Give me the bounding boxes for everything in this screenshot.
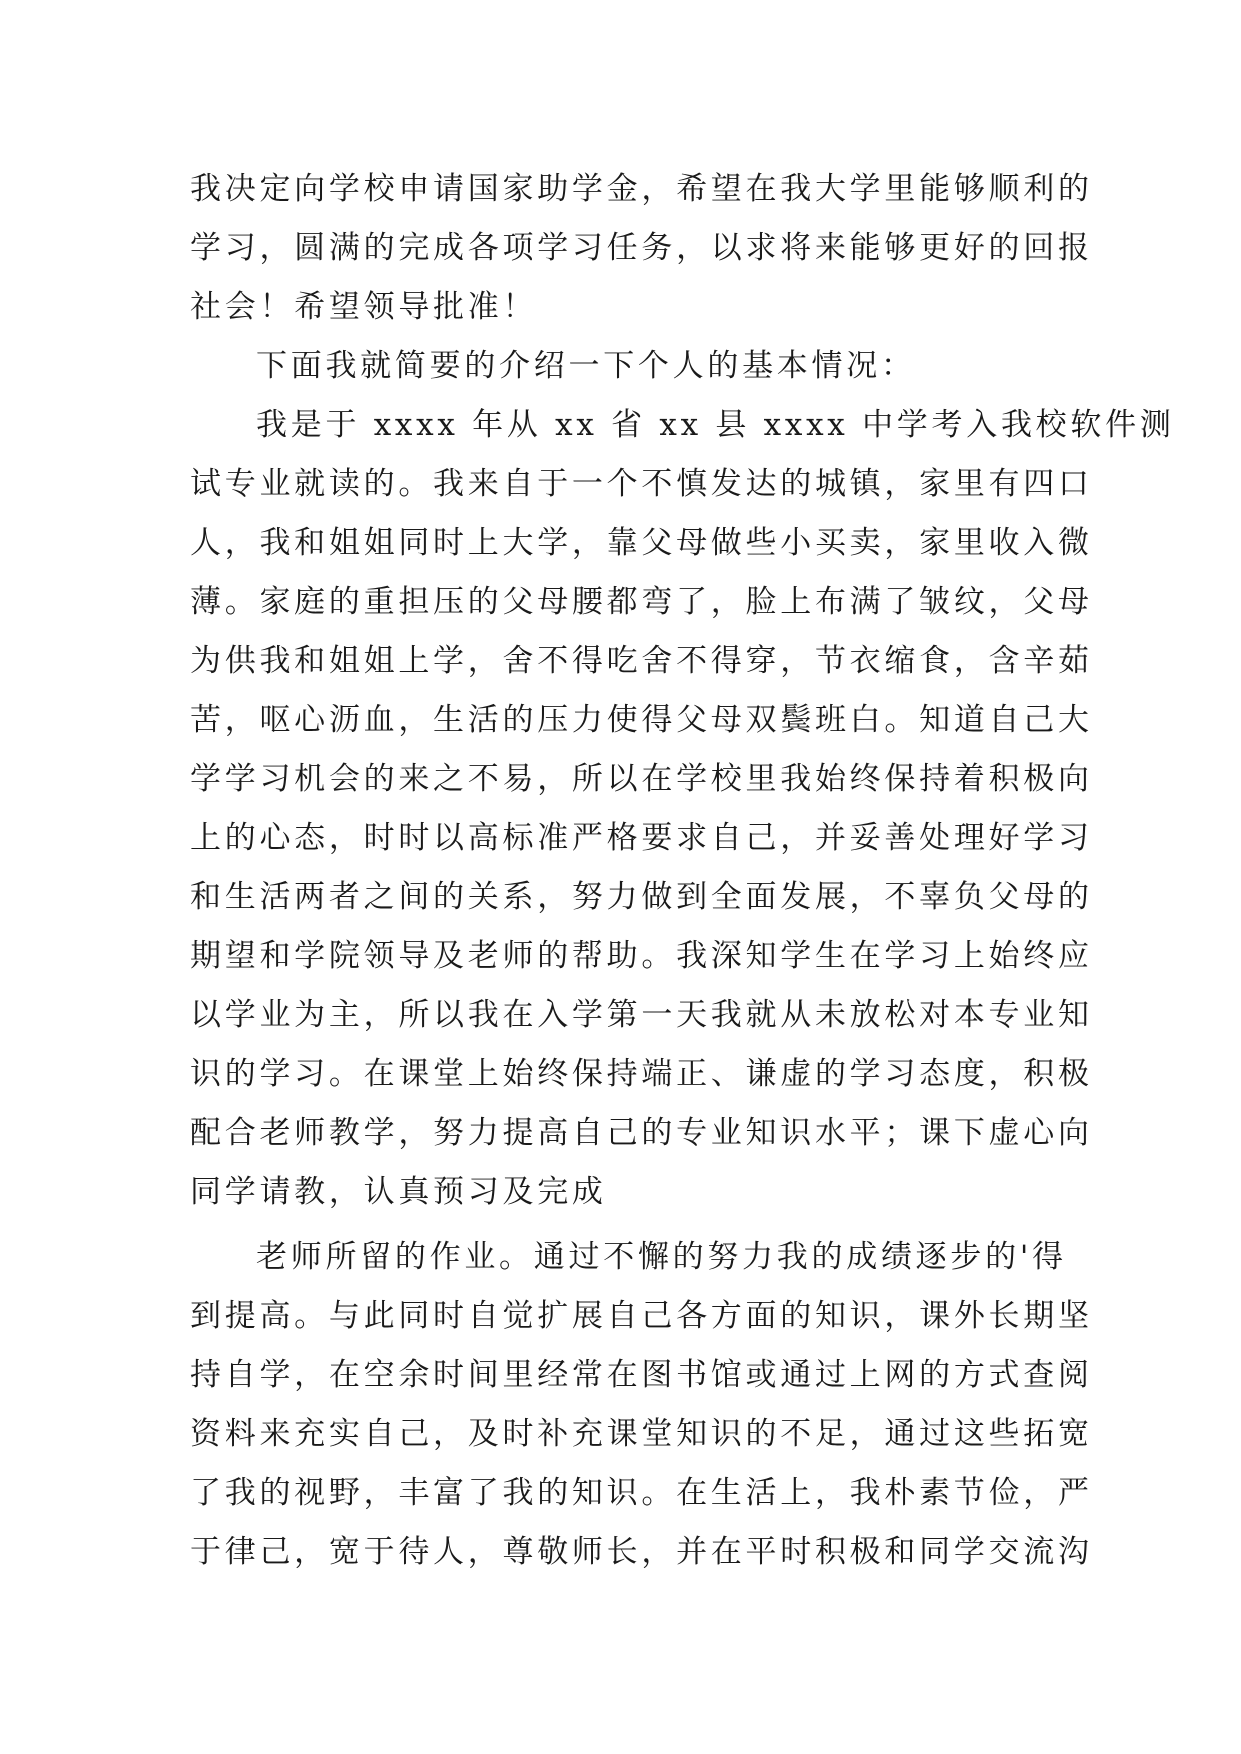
text-line: 社会！希望领导批准！ <box>190 289 538 325</box>
text-line: 了我的视野，丰富了我的知识。在生活上，我朴素节俭，严 <box>190 1475 1093 1511</box>
text-line: 薄。家庭的重担压的父母腰都弯了，脸上布满了皱纹，父母 <box>190 584 1093 620</box>
text-line: 学学习机会的来之不易，所以在学校里我始终保持着积极向 <box>190 761 1093 797</box>
text-line: 同学请教，认真预习及完成 <box>190 1174 607 1210</box>
text-line: 下面我就简要的介绍一下个人的基本情况： <box>256 348 916 384</box>
text-line: 识的学习。在课堂上始终保持端正、谦虚的学习态度，积极 <box>190 1056 1093 1092</box>
text-line: 为供我和姐姐上学，舍不得吃舍不得穿，节衣缩食，含辛茹 <box>190 643 1093 679</box>
text-line: 老师所留的作业。通过不懈的努力我的成绩逐步的'得 <box>256 1239 1067 1275</box>
text-line: 人，我和姐姐同时上大学，靠父母做些小买卖，家里收入微 <box>190 525 1093 561</box>
text-line: 配合老师教学，努力提高自己的专业知识水平；课下虚心向 <box>190 1115 1093 1151</box>
text-line: 期望和学院领导及老师的帮助。我深知学生在学习上始终应 <box>190 938 1093 974</box>
text-line: 学习，圆满的完成各项学习任务，以求将来能够更好的回报 <box>190 230 1093 266</box>
text-line: 到提高。与此同时自觉扩展自己各方面的知识，课外长期坚 <box>190 1298 1093 1334</box>
text-line: 我是于 xxxx 年从 xx 省 xx 县 xxxx 中学考入我校软件测 <box>256 407 1175 443</box>
text-line: 苦，呕心沥血，生活的压力使得父母双鬓班白。知道自己大 <box>190 702 1093 738</box>
text-line: 我决定向学校申请国家助学金，希望在我大学里能够顺利的 <box>190 171 1093 207</box>
text-line: 试专业就读的。我来自于一个不慎发达的城镇，家里有四口 <box>190 466 1093 502</box>
text-line: 资料来充实自己，及时补充课堂知识的不足，通过这些拓宽 <box>190 1416 1093 1452</box>
text-line: 和生活两者之间的关系，努力做到全面发展，不辜负父母的 <box>190 879 1093 915</box>
text-line: 持自学，在空余时间里经常在图书馆或通过上网的方式查阅 <box>190 1357 1093 1393</box>
document-body <box>190 160 1175 1582</box>
text-line: 于律己，宽于待人，尊敬师长，并在平时积极和同学交流沟 <box>190 1534 1093 1570</box>
text-line: 上的心态，时时以高标准严格要求自己，并妥善处理好学习 <box>190 820 1093 856</box>
text-line: 以学业为主，所以我在入学第一天我就从未放松对本专业知 <box>190 997 1093 1033</box>
